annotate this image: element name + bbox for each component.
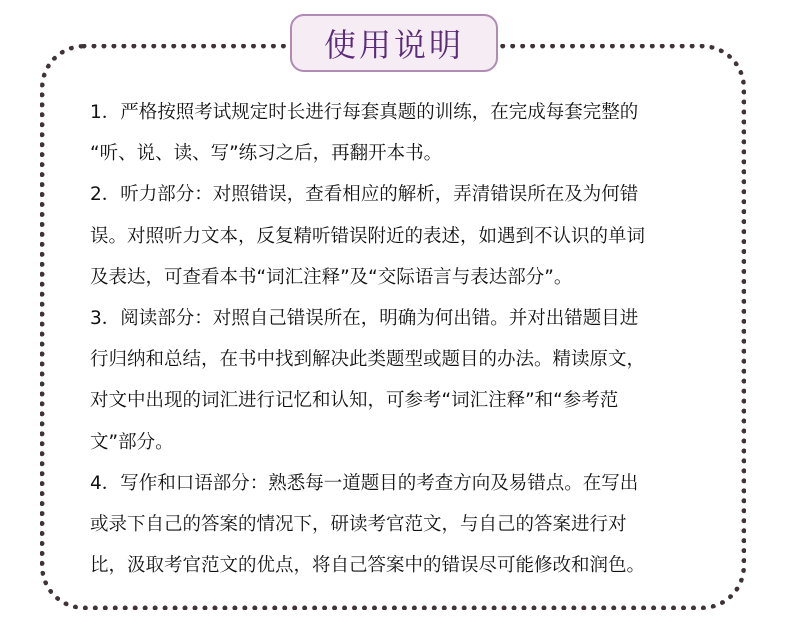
text-line: 比，汲取考官范文的优点，将自己答案中的错误尽可能修改和润色。 [90,555,646,577]
text-line: 行归纳和总结，在书中找到解决此类题型或题目的办法。精读原文， [90,349,646,371]
text-line: 4．写作和口语部分：熟悉每一道题目的考查方向及易错点。在写出 [90,472,639,494]
instructions-body [90,92,720,586]
text-line: 文”部分。 [90,431,174,453]
page-title: 使用说明 [323,26,464,64]
text-line: “听、说、读、写”练习之后，再翻开本书。 [90,143,443,165]
text-line: 2．听力部分：对照错误，查看相应的解析，弄清错误所在及为何错 [90,184,639,206]
text-line: 对文中出现的词汇进行记忆和认知，可参考“词汇注释”和“参考范 [90,390,619,412]
text-line: 误。对照听力文本，反复精听错误附近的表述，如遇到不认识的单词 [90,225,646,247]
text-line: 1．严格按照考试规定时长进行每套真题的训练，在完成每套完整的 [90,102,639,123]
title-banner [290,14,498,72]
text-line: 3．阅读部分：对照自己错误所在，明确为何出错。并对出错题目进 [90,307,639,329]
text-line: 及表达，可查看本书“词汇注释”及“交际语言与表达部分”。 [90,266,573,288]
text-line: 或录下自己的答案的情况下，研读考官范文，与自己的答案进行对 [90,513,627,535]
